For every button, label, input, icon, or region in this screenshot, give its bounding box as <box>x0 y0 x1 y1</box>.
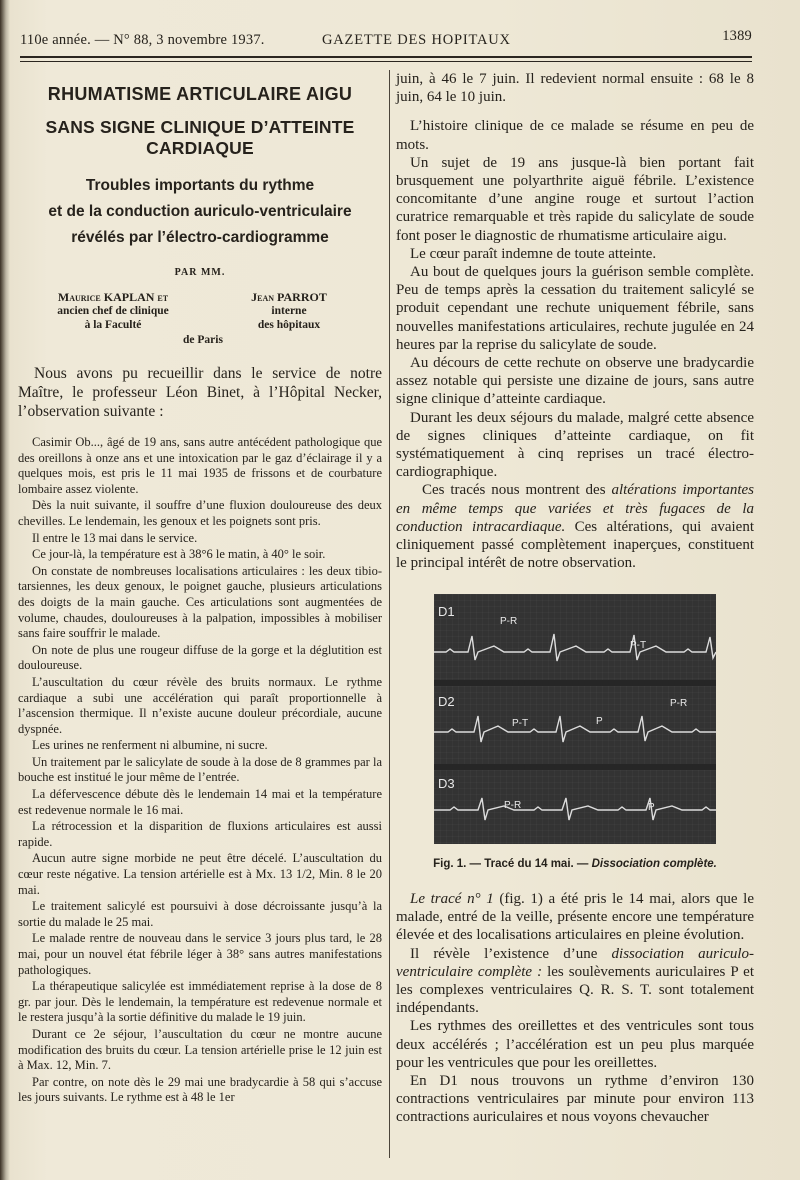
tracing-text: (fig. 1) a été pris le 14 mai, alors que le malade, entré de la veille, présente encore une température élevée et des localisations articulaires en pleine évolution. <box>396 891 754 944</box>
subtitle-line3: révélés par l’électro-cardiogramme <box>71 229 329 246</box>
case-paragraph: Le traitement salicylé est poursuivi à dose décroissante jusqu’à la sortie du malade le 25 mai. <box>18 899 382 929</box>
wave-label: P <box>596 716 603 727</box>
ecg-strip-d3 <box>434 770 716 844</box>
page-edge-shadow <box>0 0 10 1180</box>
case-paragraph: Aucun autre signe morbide ne peut être décelé. L’auscultation du cœur reste négative. La tension artérielle est à Mx. 13 1/2, Min. 8 le 20 mai. <box>18 851 382 897</box>
article-title-line2: SANS SIGNE CLINIQUE D’ATTEINTE CARDIAQUE <box>45 117 355 158</box>
key-finding-end: Ces altérations, qui avaient cliniquement passé complètement inaperçues, constituent le principal intérêt de notre observation. <box>396 518 754 572</box>
case-paragraph: Dès la nuit suivante, il souffre d’une fluxion douloureuse des deux chevilles. Le lendemain, les genoux et les poignets sont pris. <box>18 498 382 528</box>
tracing-emphasis: dissociation auriculo-ventriculaire complète : <box>396 945 755 980</box>
right-column-top <box>396 70 754 572</box>
case-paragraph: On constate de nombreuses localisations articulaires : les deux tibio-tarsiennes, les deux genoux, le poignet gauche, plusieurs articulations des doigts de la main gauche. Ces articulations sont augmentées de volume, chaudes, douloureuses à la palpation, impossibles à mobiliser sans faire souffrir le malade. <box>18 563 382 641</box>
author-name: Maurice KAPLAN et <box>57 290 169 304</box>
issue-info: 110e année. — N° 88, 3 novembre 1937. <box>20 32 265 48</box>
author-kaplan <box>38 290 188 332</box>
running-header <box>20 28 752 52</box>
subtitle-line1: Troubles importants du rythme <box>85 177 315 194</box>
author-affiliation: à la Faculté <box>84 319 142 331</box>
header-rule-thick <box>20 56 752 58</box>
article-title-line1: RHUMATISME ARTICULAIRE AIGU <box>47 84 353 104</box>
tracing-paragraph <box>396 890 754 945</box>
wave-label: P-R <box>500 616 518 627</box>
wave-label: P-T <box>630 640 647 651</box>
case-paragraph: Ce jour-là, la température est à 38°6 le matin, à 40° le soir. <box>32 547 326 562</box>
author-title: interne <box>271 305 307 317</box>
header-rule-thin <box>20 61 752 62</box>
tracing-label: Le tracé n° 1 <box>410 891 494 907</box>
byline-par-mm: PAR MM. <box>174 267 226 278</box>
intro-paragraph: Nous avons pu recueillir dans le service de notre Maître, le professeur Léon Binet, à l’Hôpital Necker, l’observation suivante : <box>18 365 382 420</box>
right-column-bottom <box>396 890 754 1127</box>
case-paragraph: La rétrocession et la disparition de fluxions articulaires est aussi rapide. <box>18 819 382 849</box>
case-paragraph: La thérapeutique salicylée est immédiatement reprise à la dose de 8 gr. par jour. Dès le lendemain, la température est redevenue normale et le restera jusqu’à la sortie définitive du malade le 19 juin. <box>18 979 382 1025</box>
journal-name: GAZETTE DES HOPITAUX <box>322 32 511 48</box>
case-paragraph: Un traitement par le salicylate de soude à la dose de 8 grammes par la bouche est institué le jour même de l’entrée. <box>18 754 382 785</box>
wave-label: P-R <box>504 800 522 811</box>
ecg-strip-d2 <box>434 686 716 764</box>
case-paragraph: La défervescence débute dès le lendemain 14 mai et la température est redevenue normale le 16 mai. <box>18 787 382 817</box>
tracing-text: Il révèle l’existence d’une <box>410 945 612 962</box>
lead-label-d2: D2 <box>438 694 455 709</box>
discussion-paragraph: Au décours de cette rechute on observe une bradycardie assez notable qui persiste une dizaine de jours, sans autre signe clinique d’atteinte cardiaque. <box>396 355 754 408</box>
case-paragraph: Il entre le 13 mai dans le service. <box>32 530 198 545</box>
case-paragraph: Par contre, on note dès le 29 mai une bradycardie à 58 qui s’accuse les jours suivants. Le rythme est à 48 le 1er <box>18 1074 382 1105</box>
continued-paragraph: juin, à 46 le 7 juin. Il redevient normal ensuite : 68 le 8 juin, 64 le 10 juin. <box>396 71 754 106</box>
lead-label-d1: D1 <box>438 604 455 619</box>
key-finding-italic: altérations importantes en même temps que variées et très fugaces de la conduction intracardiaque. <box>396 482 755 535</box>
case-paragraph: Les urines ne renferment ni albumine, ni sucre. <box>32 738 268 753</box>
caption-bold: Fig. 1. — Tracé du 14 mai. — <box>433 858 592 870</box>
case-paragraph: L’auscultation du cœur révèle des bruits normaux. Le rythme cardiaque a subi une accélération qui paraît proportionnelle à l’ascension thermique. Il n’existe aucune douleur précordiale, aucune dyspnée. <box>18 674 382 736</box>
ecg-figure <box>434 594 716 844</box>
discussion-paragraph: Au bout de quelques jours la guérison semble complète. Peu de temps après la cessation du traitement salicylé se produit cependant une rechute uniquement fébrile, sans nouvelles manifestations articulaires, rechute jugulée en 24 heures par la reprise du salicylate de soude. <box>396 264 754 353</box>
authors-block <box>18 290 382 354</box>
caption-italic: Dissociation complète. <box>591 858 717 870</box>
discussion-paragraph: Un sujet de 19 ans jusque-là bien portant fait brusquement une polyarthrite aiguë fébrile. L’existence concomitante d’une angine rouge et surtout l’action curatrice remarquable et très rapide du salicylate de soude font poser le diagnostic de rhumatisme articulaire aigu. <box>396 154 754 244</box>
discussion-paragraph: L’histoire clinique de ce malade se résume en peu de mots. <box>396 118 754 153</box>
page-number: 1389 <box>722 28 752 44</box>
author-name: Jean PARROT <box>251 290 327 304</box>
left-column <box>18 70 382 1107</box>
discussion-paragraph: Durant les deux séjours du malade, malgré cette absence de signes cliniques d’atteinte cardiaque, on fit systématiquement à cinq reprises un tracé électro-cardiographique. <box>396 409 754 481</box>
column-separator <box>389 70 390 1158</box>
discussion-paragraph: Le cœur paraît indemne de toute atteinte. <box>410 245 657 262</box>
author-city: de Paris <box>183 334 223 346</box>
case-paragraph: Durant ce 2e séjour, l’auscultation du cœur ne montre aucune modification des bruits du cœur. La tension artérielle prise le 12 juin est à Max. 12, Min. 7. <box>18 1026 382 1073</box>
author-title: ancien chef de clinique <box>57 305 169 317</box>
wave-label: P-R <box>670 698 688 709</box>
figure-caption <box>396 858 754 870</box>
key-finding-paragraph <box>396 481 754 572</box>
author-affiliation: des hôpitaux <box>257 319 321 331</box>
case-paragraph: Casimir Ob..., âgé de 19 ans, sans autre antécédent pathologique que des oreillons à onze ans et une intoxication par le gaz d’éclairage il y a quelques mois, est pris le 11 mai 1935 de frissons et de courbature lombaire assez violente. <box>18 435 382 496</box>
tracing-paragraph: Les rythmes des oreillettes et des ventricules sont tous deux accélérés ; l’accélération est un peu plus marquée pour les ventricules que pour les oreillettes. <box>396 1018 754 1071</box>
tracing-text: les soulèvements auriculaires P et les complexes ventriculaires Q. R. S. T. sont totalement indépendants. <box>396 963 754 1017</box>
wave-label: P <box>648 802 655 813</box>
tracing-paragraph: En D1 nous trouvons un rythme d’environ 130 contractions ventriculaires par minute pour environ 113 contractions auriculaires et nous voyons chevaucher <box>396 1073 754 1126</box>
key-finding-start: Ces tracés nous montrent des <box>422 482 612 499</box>
wave-label: P-T <box>512 718 529 729</box>
intro-text <box>18 364 382 421</box>
lead-label-d3: D3 <box>438 776 455 791</box>
case-paragraph: On note de plus une rougeur diffuse de la gorge et la déglutition est douloureuse. <box>18 642 382 673</box>
case-paragraph: Le malade rentre de nouveau dans le service 3 jours plus tard, le 28 mai, pour un nouvel état fébrile léger à 38° sans autres manifestations pathologiques. <box>18 931 382 977</box>
ecg-strip-d1 <box>434 594 716 680</box>
author-parrot <box>214 290 364 332</box>
subtitle-line2: et de la conduction auriculo-ventriculaire <box>48 203 352 220</box>
case-report <box>18 435 382 1106</box>
tracing-paragraph <box>396 945 754 1018</box>
